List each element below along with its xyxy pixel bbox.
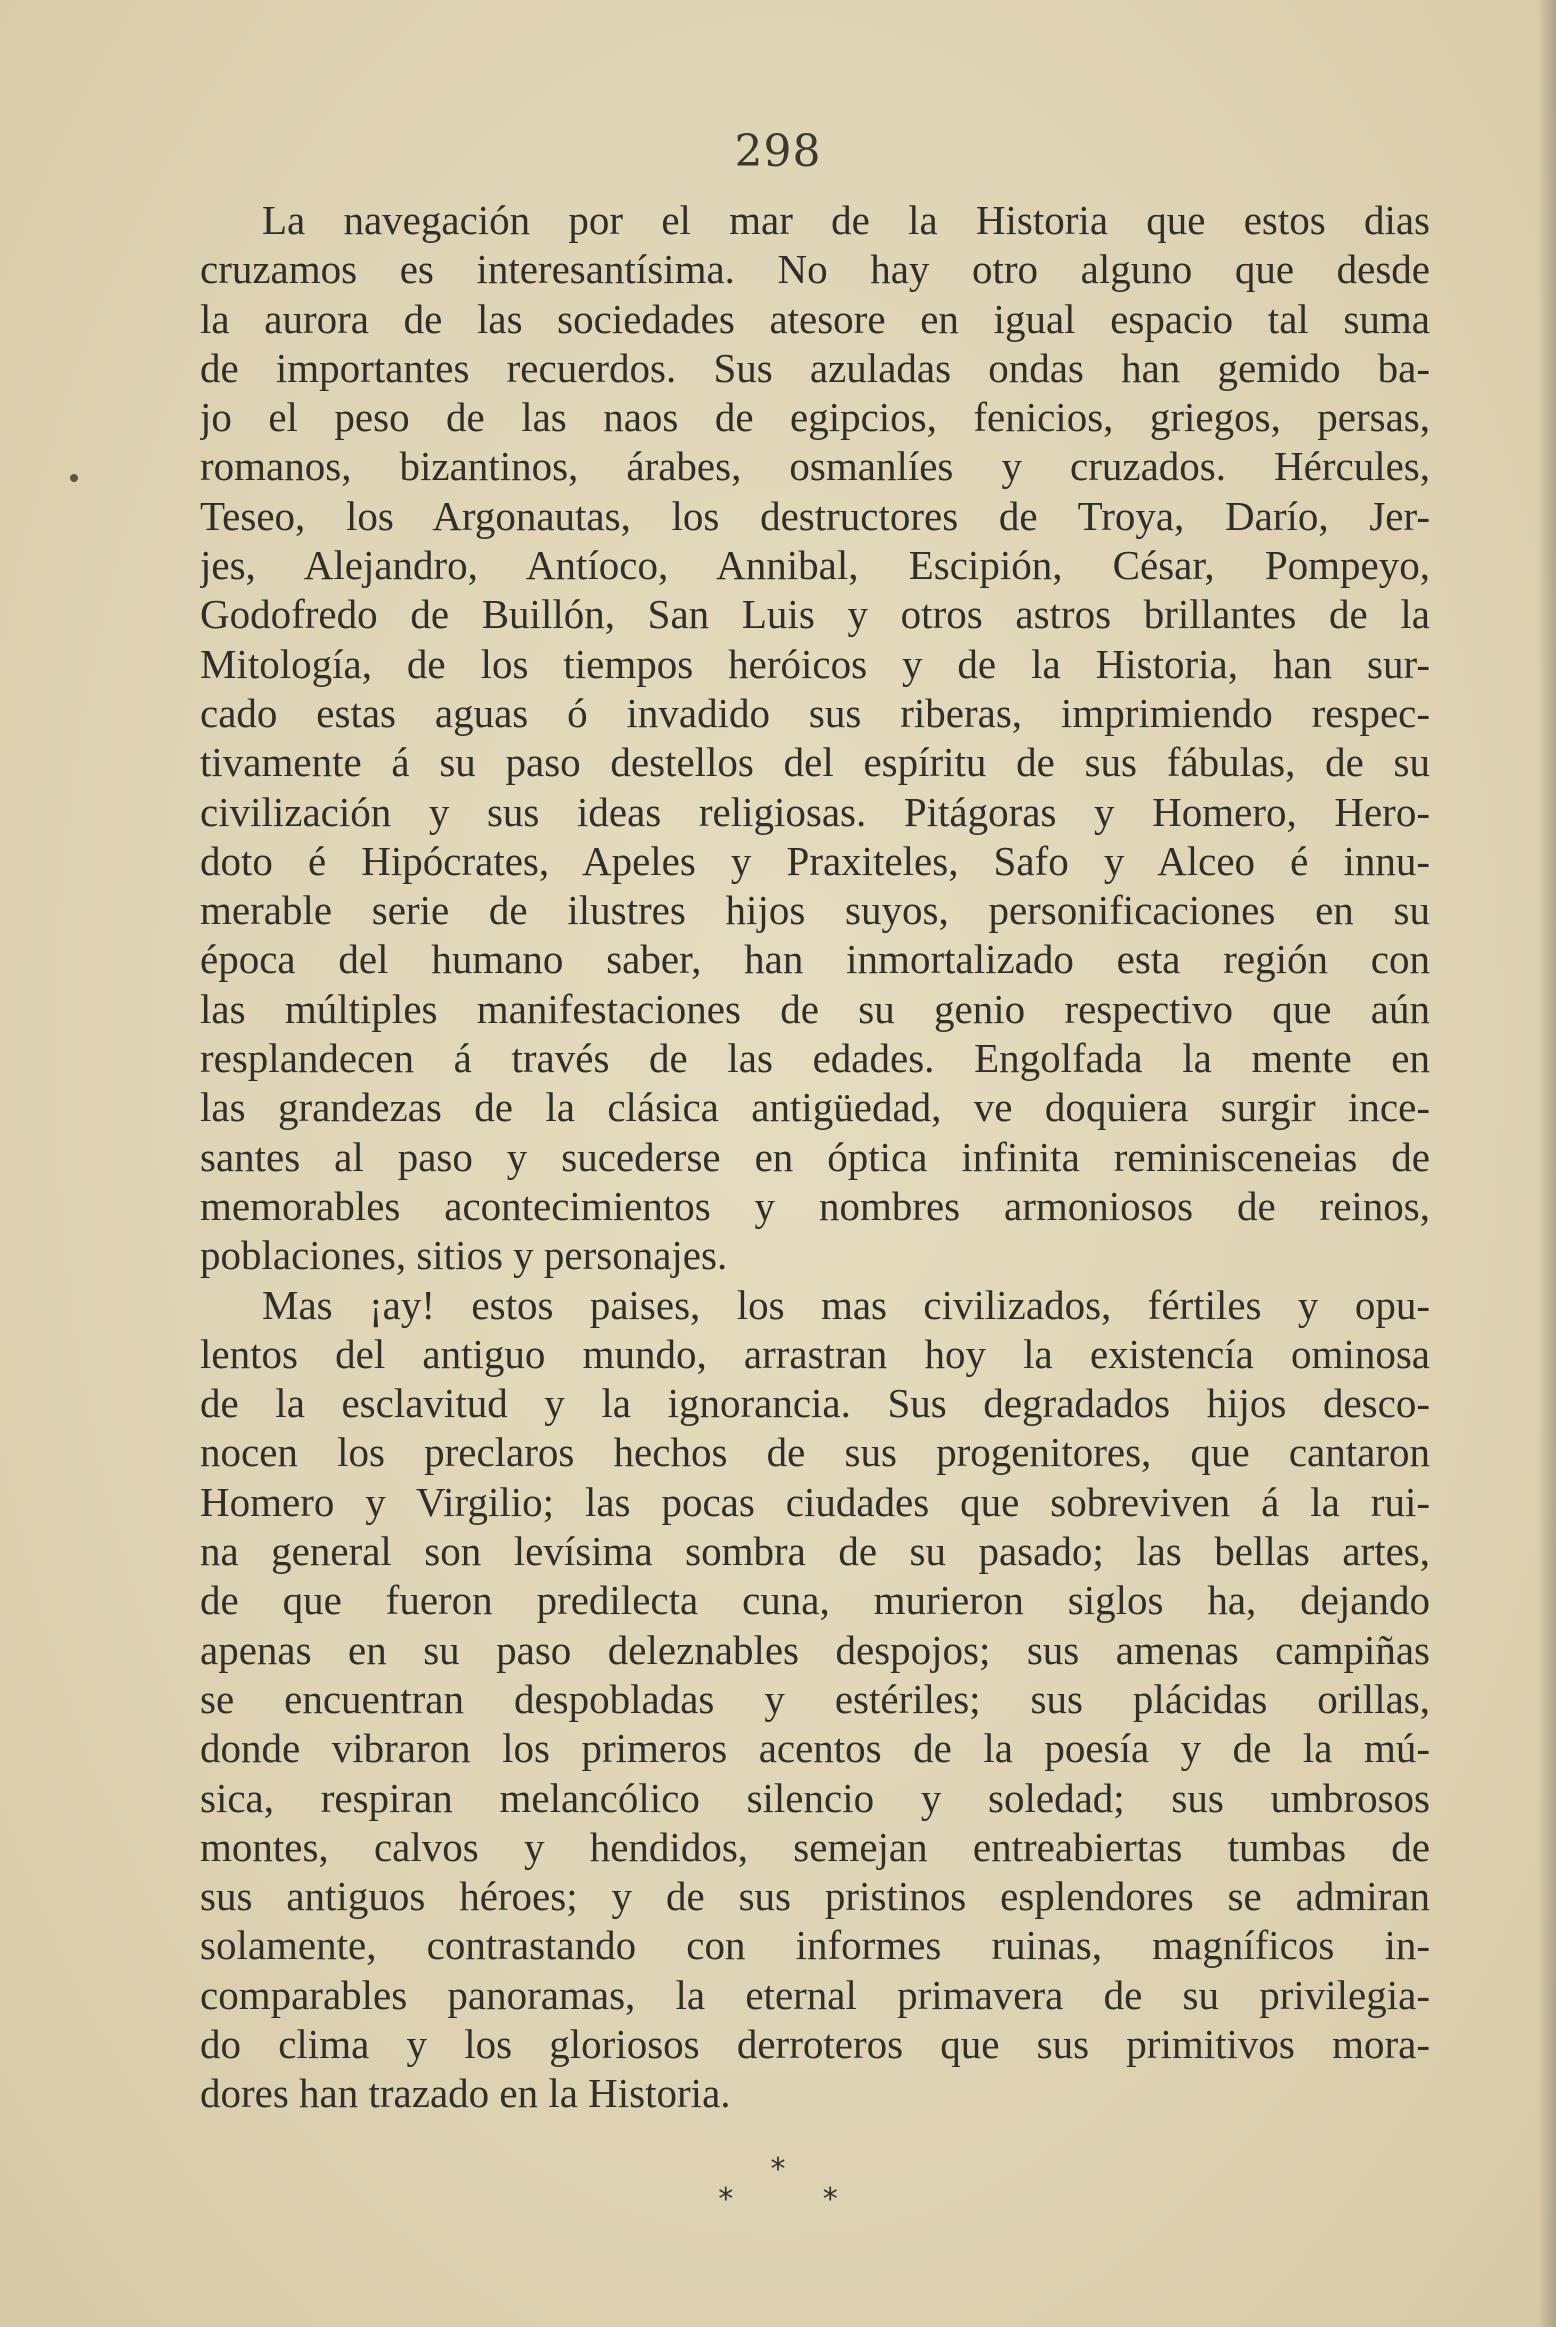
page-number: 298	[734, 126, 822, 177]
text-line: La navegación por el mar de la Historia que estos dias	[262, 197, 1430, 243]
text-line: sus antiguos héroes; y de sus pristinos esplendores se admiran	[200, 1873, 1430, 1920]
asterism-bottom: * *	[718, 2182, 878, 2217]
text-line: nocen los preclaros hechos de sus progenitores, que cantaron	[200, 1429, 1430, 1476]
text-line: de la esclavitud y la ignorancia. Sus degradados hijos desco-	[200, 1380, 1430, 1427]
text-line: Godofredo de Buillón, San Luis y otros astros brillantes de la	[200, 591, 1430, 638]
text-line: jo el peso de las naos de egipcios, fenicios, griegos, persas,	[200, 394, 1430, 441]
text-line: época del humano saber, han inmortalizado esta región con	[200, 936, 1430, 983]
text-line: de que fueron predilecta cuna, murieron siglos ha, dejando	[200, 1577, 1430, 1624]
text-line: Mitología, de los tiempos heróicos y de la Historia, han sur-	[200, 640, 1430, 687]
text-line: Teseo, los Argonautas, los destructores de Troya, Darío, Jer-	[200, 492, 1430, 539]
text-line: merable serie de ilustres hijos suyos, personificaciones en su	[200, 887, 1430, 934]
page-edge-shadow	[1538, 0, 1556, 2327]
text-line: doto é Hipócrates, Apeles y Praxiteles, Safo y Alceo é innu-	[200, 837, 1430, 884]
text-line: do clima y los gloriosos derroteros que sus primitivos mora-	[200, 2020, 1430, 2067]
text-line: tivamente á su paso destellos del espíritu de sus fábulas, de su	[200, 739, 1430, 786]
asterism-top: *	[770, 2152, 786, 2187]
text-line: se encuentran despobladas y estériles; sus plácidas orillas,	[200, 1675, 1430, 1722]
margin-mark	[70, 474, 78, 482]
text-line: montes, calvos y hendidos, semejan entreabiertas tumbas de	[200, 1823, 1430, 1870]
text-line: de importantes recuerdos. Sus azuladas ondas han gemido ba-	[200, 344, 1430, 391]
text-line: poblaciones, sitios y personajes.	[200, 1232, 728, 1279]
text-line: cruzamos es interesantísima. No hay otro alguno que desde	[200, 246, 1430, 293]
text-line: comparables panoramas, la eternal primavera de su privilegia-	[200, 1971, 1430, 2018]
text-line: donde vibraron los primeros acentos de la poesía y de la mú-	[200, 1725, 1430, 1772]
text-line: lentos del antiguo mundo, arrastran hoy la existencía ominosa	[200, 1330, 1430, 1377]
text-line: civilización y sus ideas religiosas. Pitágoras y Homero, Hero-	[200, 788, 1430, 835]
text-line: la aurora de las sociedades atesore en igual espacio tal suma	[200, 295, 1430, 342]
body-text	[200, 196, 1430, 2119]
text-line: jes, Alejandro, Antíoco, Annibal, Escipión, César, Pompeyo,	[200, 542, 1430, 589]
text-line: santes al paso y sucederse en óptica infinita reminisceneias de	[200, 1133, 1430, 1180]
text-line: na general son levísima sombra de su pasado; las bellas artes,	[200, 1528, 1430, 1575]
text-line: las grandezas de la clásica antigüedad, ve doquiera surgir ince-	[200, 1084, 1430, 1131]
text-line: romanos, bizantinos, árabes, osmanlíes y cruzados. Hércules,	[200, 443, 1430, 490]
text-line: Mas ¡ay! estos paises, los mas civilizados, fértiles y opu-	[262, 1281, 1430, 1328]
text-line: resplandecen á través de las edades. Engolfada la mente en	[200, 1035, 1430, 1082]
text-line: cado estas aguas ó invadido sus riberas, imprimiendo respec-	[200, 689, 1430, 736]
text-line: apenas en su paso deleznables despojos; sus amenas campiñas	[200, 1626, 1430, 1673]
text-line: las múltiples manifestaciones de su genio respectivo que aún	[200, 985, 1430, 1032]
text-line: sica, respiran melancólico silencio y soledad; sus umbrosos	[200, 1774, 1430, 1821]
text-line: dores han trazado en la Historia.	[200, 2070, 731, 2117]
text-line: solamente, contrastando con informes ruinas, magníficos in-	[200, 1922, 1430, 1969]
text-line: memorables acontecimientos y nombres armoniosos de reinos,	[200, 1182, 1430, 1229]
text-line: Homero y Virgilio; las pocas ciudades que sobreviven á la rui-	[200, 1478, 1430, 1525]
